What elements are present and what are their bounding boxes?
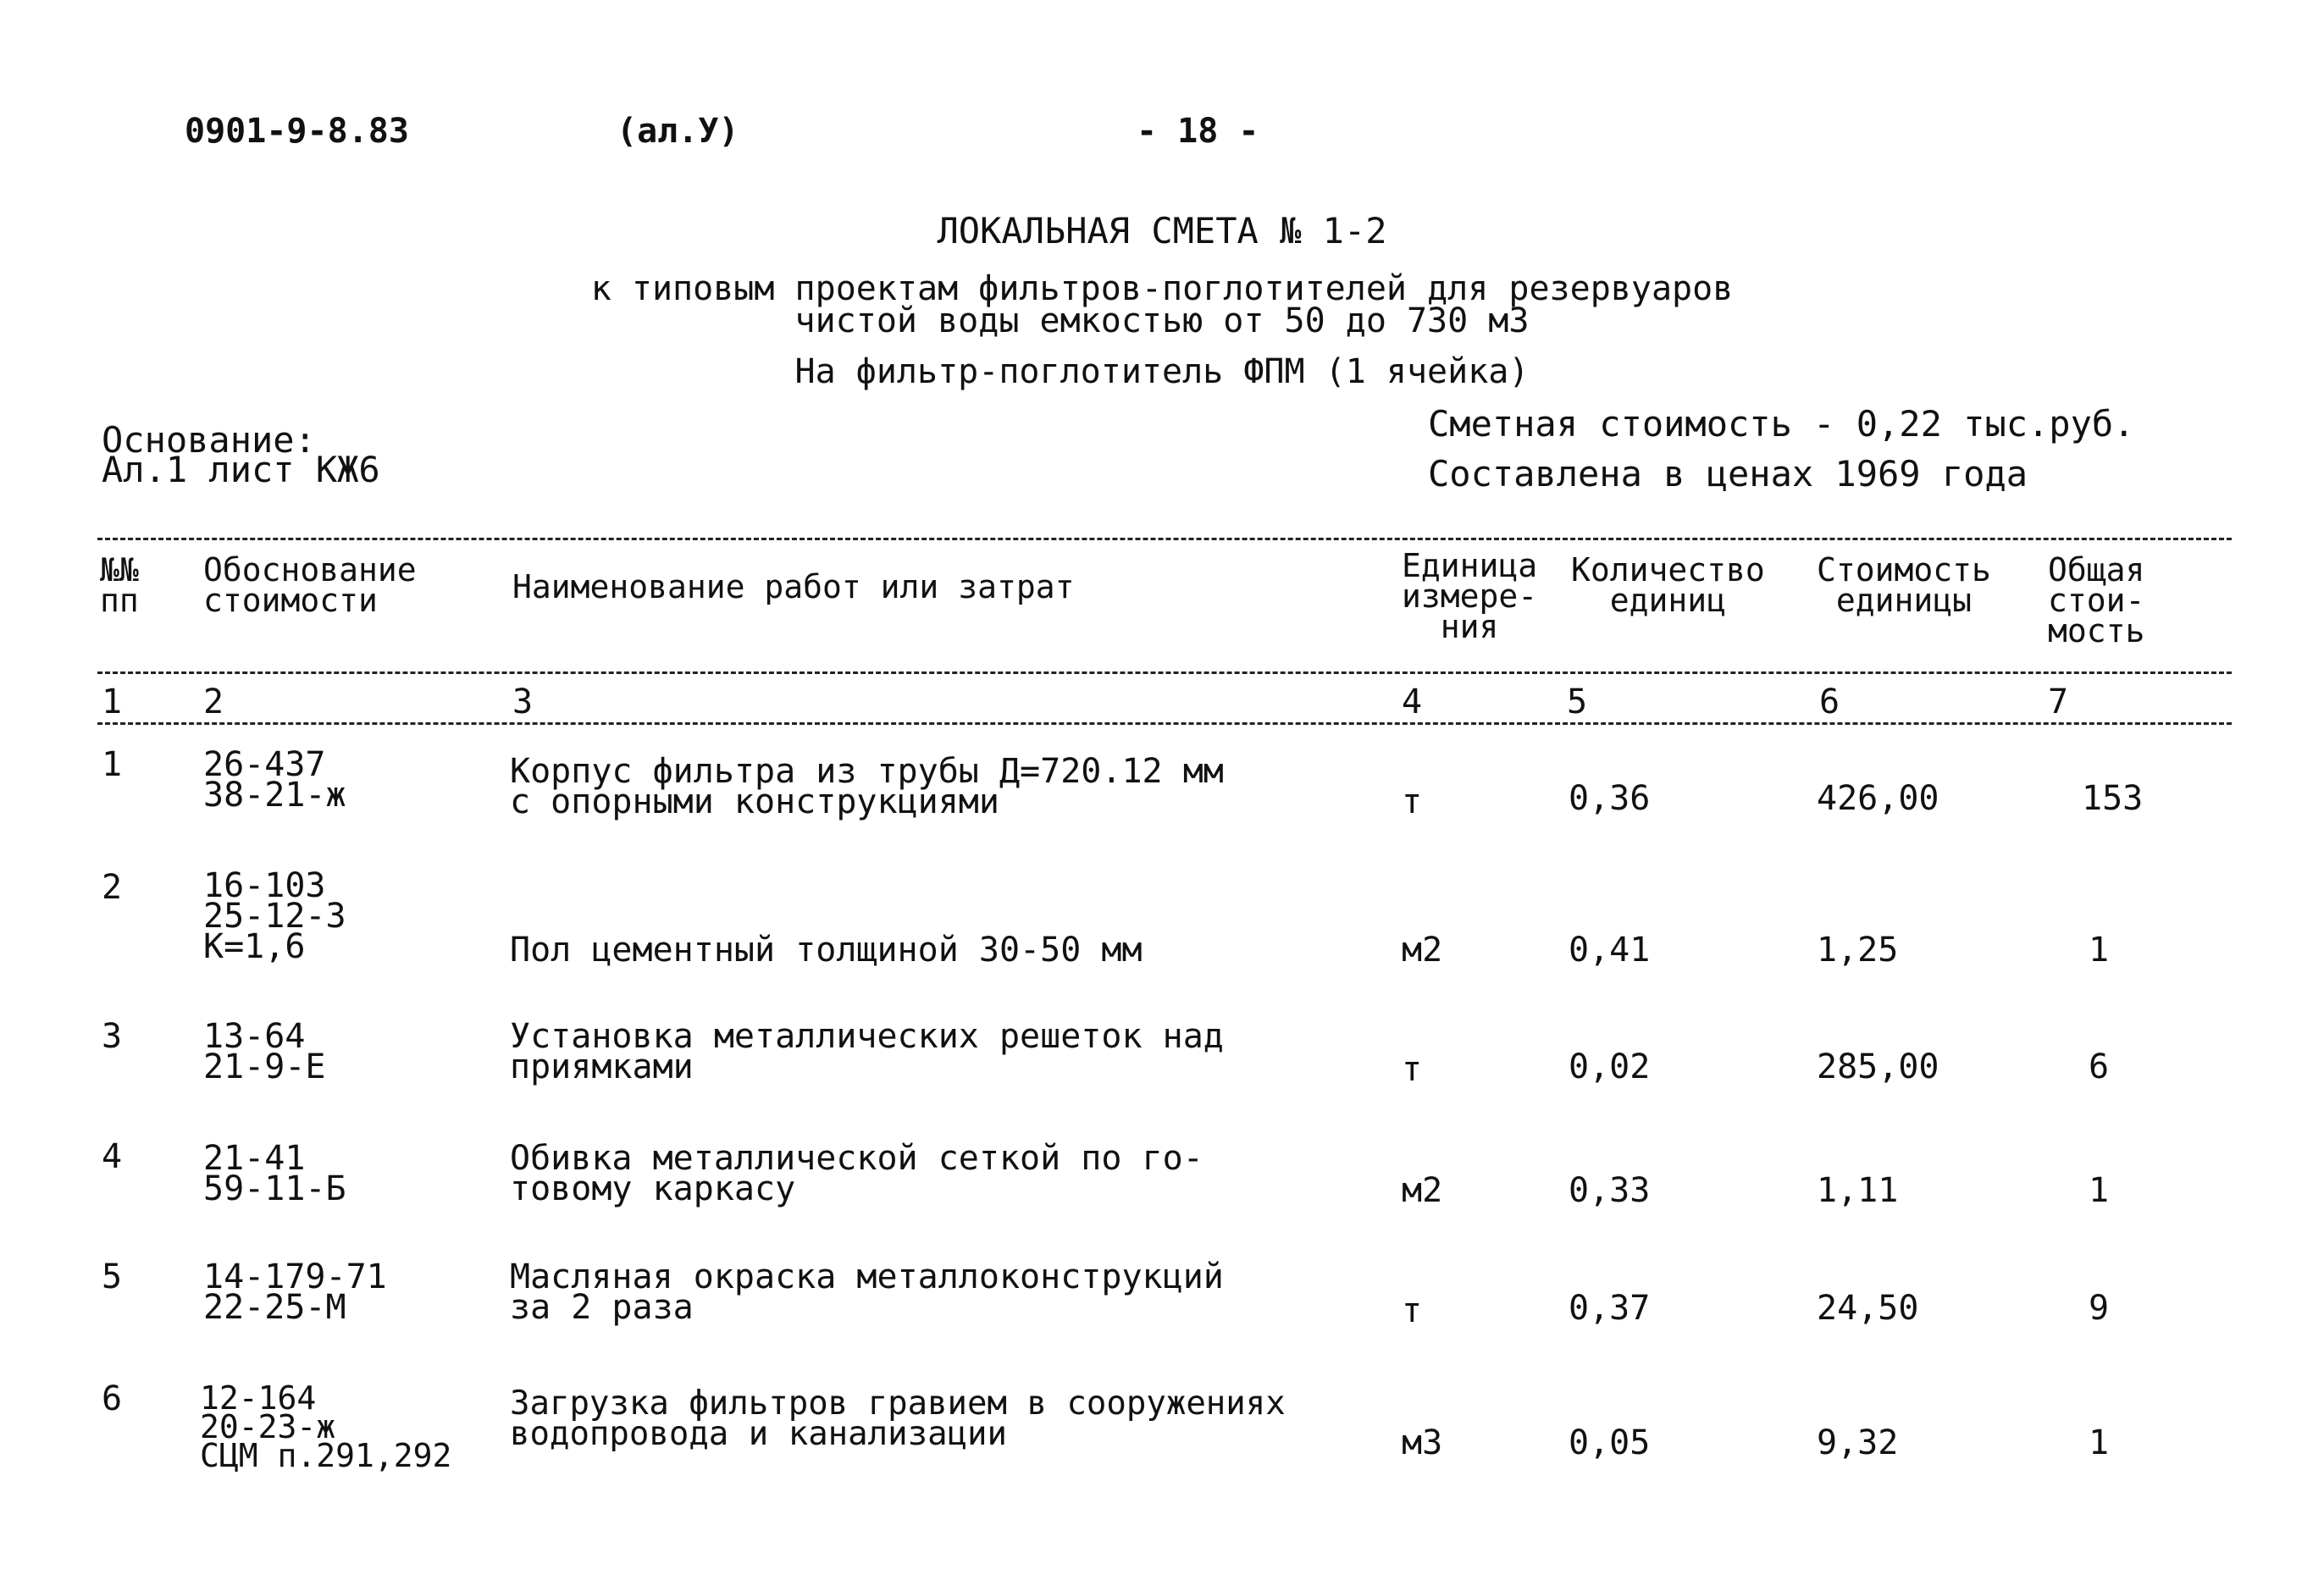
row-basis: 26-437 38-21-ж [203,745,346,815]
row-quantity: 0,36 [1569,779,1651,818]
column-number: 3 [512,682,534,721]
estimate-object: На фильтр-поглотитель ФПМ (1 ячейка) [794,352,1530,391]
row-basis: 21-41 59-11-Б [203,1139,346,1208]
price-base: Составлена в ценах 1969 года [1428,453,2028,495]
row-total: 1 [2089,1171,2110,1210]
row-number: 1 [102,745,123,784]
row-quantity: 0,05 [1569,1423,1651,1462]
row-unit-cost: 426,00 [1817,779,1939,818]
estimate-subtitle-line1: к типовым проектам фильтров-поглотителей для резервуаров [590,269,1734,308]
basis-value: Ал.1 лист КЖ6 [102,449,380,490]
header-col-no: №№ пп [100,551,139,619]
document-code: 0901-9-8.83 [185,112,409,151]
estimate-subtitle-line2: чистой воды емкостью от 50 до 730 м3 [794,301,1530,340]
column-number: 4 [1402,682,1423,721]
row-number: 5 [102,1257,123,1296]
row-total: 1 [2089,1423,2110,1462]
album-label: (ал.У) [617,112,739,151]
estimate-title: ЛОКАЛЬНАЯ СМЕТА № 1-2 [937,210,1387,251]
row-total: 1 [2089,931,2110,970]
row-number: 3 [102,1017,123,1056]
row-work-name: Загрузка фильтров гравием в сооружениях водопровода и канализации [510,1384,1286,1453]
column-number: 2 [203,682,224,721]
row-number: 2 [102,868,123,907]
row-total: 6 [2089,1047,2110,1086]
row-quantity: 0,37 [1569,1289,1651,1328]
row-unit: т [1402,1291,1423,1330]
row-unit: т [1402,1050,1423,1089]
row-work-name: Пол цементный толщиной 30-50 мм [510,931,1143,970]
header-col-total: Общая стои- мость [2048,551,2145,649]
header-col-unit: Единица измере- ния [1402,547,1538,645]
row-quantity: 0,02 [1569,1047,1651,1086]
page-number: - 18 - [1137,112,1259,151]
basis-label: Основание: [102,419,316,461]
estimated-cost: Сметная стоимость - 0,22 тыс.руб. [1428,403,2135,445]
row-unit: м3 [1402,1423,1443,1462]
header-col-basis: Обоснование стоимости [203,551,417,619]
table-top-rule [97,538,2232,540]
row-quantity: 0,41 [1569,931,1651,970]
header-col-unit-cost: Стоимость единицы [1817,551,1991,619]
row-number: 6 [102,1379,123,1418]
row-work-name: Обивка металлической сеткой по го- товому каркасу [510,1139,1204,1208]
header-col-qty: Количество единиц [1571,551,1765,619]
row-unit-cost: 24,50 [1817,1289,1919,1328]
row-unit: т [1402,782,1423,821]
column-number: 5 [1567,682,1588,721]
row-work-name: Масляная окраска металлоконструкций за 2 раза [510,1257,1224,1327]
column-number: 1 [102,682,123,721]
column-number: 7 [2048,682,2069,721]
row-total: 9 [2089,1289,2110,1328]
row-total: 153 [2082,779,2144,818]
row-quantity: 0,33 [1569,1171,1651,1210]
row-basis: 14-179-71 22-25-М [203,1257,387,1327]
row-unit-cost: 9,32 [1817,1423,1899,1462]
column-numbers-rule [97,722,2232,725]
row-basis: 13-64 21-9-Е [203,1017,326,1086]
row-number: 4 [102,1137,123,1176]
row-unit-cost: 1,25 [1817,931,1899,970]
row-basis: 12-164 20-23-ж СЦМ п.291,292 [200,1379,452,1474]
row-basis: 16-103 25-12-3 К=1,6 [203,866,346,966]
row-unit-cost: 285,00 [1817,1047,1939,1086]
row-work-name: Установка металлических решеток над приямками [510,1017,1224,1086]
header-bottom-rule [97,671,2232,674]
row-unit-cost: 1,11 [1817,1171,1899,1210]
row-work-name: Корпус фильтра из трубы Д=720.12 мм с опорными конструкциями [510,752,1224,821]
row-unit: м2 [1402,931,1443,970]
header-col-name: Наименование работ или затрат [512,568,1075,605]
column-number: 6 [1819,682,1840,721]
row-unit: м2 [1402,1171,1443,1210]
